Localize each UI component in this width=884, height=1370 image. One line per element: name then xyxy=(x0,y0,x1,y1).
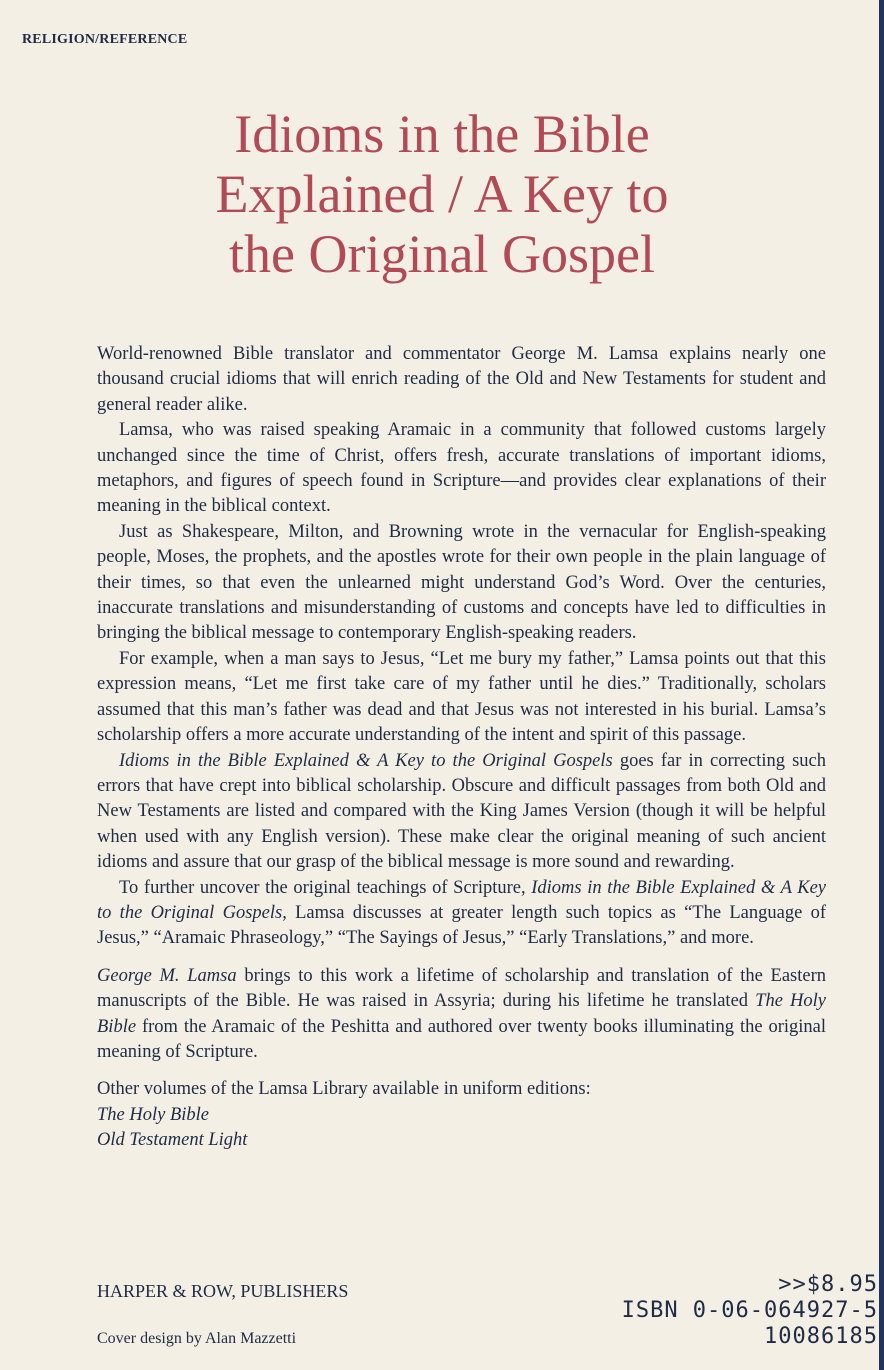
book-title-italic-2: Idioms in the Bible Explained & A Key to the Original Gospels xyxy=(97,877,826,923)
paragraph-correcting-text: goes far in correcting such errors that have crept into biblical scholarship. Obscure and difficult passages from both Old and New Testaments are listed and compared with the King James Version (though it will be helpful when used with any English version). These make clear the original meaning of such ancient idioms and assure that our grasp of the biblical message is more sound and rewarding. xyxy=(97,750,826,873)
cover-design-credit: Cover design by Alan Mazzetti xyxy=(97,1330,297,1347)
other-volume-1: The Holy Bible xyxy=(97,1104,210,1125)
category-label: RELIGION/REFERENCE xyxy=(22,32,188,47)
author-bio-text: brings to this work a lifetime of scholarship and translation of the Eastern manuscripts of the Bible. He was raised in Assyria; during his lifetime he translated xyxy=(97,965,826,1012)
other-volumes xyxy=(97,1077,826,1153)
price: >>$8.95 xyxy=(778,1272,878,1297)
title-line-3: the Original Gospel xyxy=(229,224,655,284)
author-name: George M. Lamsa xyxy=(97,965,237,986)
paragraph-topics xyxy=(97,876,826,952)
bio-book-title: The Holy Bible xyxy=(97,991,826,1037)
paragraph-intro: World-renowned Bible translator and commentator George M. Lamsa explains nearly one thousand crucial idioms that will enrich reading of the Old and New Testaments for student and general reader alike. xyxy=(97,344,826,415)
other-volumes-intro: Other volumes of the Lamsa Library available in uniform editions: xyxy=(97,1079,591,1100)
paragraph-vernacular: Just as Shakespeare, Milton, and Browning wrote in the vernacular for English-speaking people, Moses, the prophets, and the apostles wrote for their own people in the plain language of their times, so that even the unlearned might understand God’s Word. Over the centuries, inaccurate translations and misunderstanding of customs and concepts have led to difficulties in bringing the biblical message to contemporary English-speaking readers. xyxy=(97,521,826,644)
paragraph-topics-text: , Lamsa discusses at greater length such topics as “The Language of Jesus,” “Aramaic Phraseology,” “The Sayings of Jesus,” “Early Translations,” and more. xyxy=(97,902,826,949)
paragraph-example: For example, when a man says to Jesus, “Let me bury my father,” Lamsa points out that this expression means, “Let me first take care of my father until he dies.” Traditionally, scholars assumed that this man’s father was dead and that Jesus was not interested in his burial. Lamsa’s scholarship offers a more accurate understanding of the intent and spirit of this passage. xyxy=(97,648,826,746)
book-title xyxy=(0,104,884,284)
other-volume-2: Old Testament Light xyxy=(97,1130,248,1151)
description xyxy=(97,342,826,1154)
title-line-2: Explained / A Key to xyxy=(215,164,669,224)
book-title-italic: Idioms in the Bible Explained & A Key to the Original Gospels xyxy=(119,750,613,771)
price-isbn-block xyxy=(622,1272,878,1350)
paragraph-aramaic: Lamsa, who was raised speaking Aramaic in a community that followed customs largely unchanged since the time of Christ, offers fresh, accurate translations of important idioms, metaphors, and figures of speech found in Scripture—and provides clear explanations of their meaning in the biblical context. xyxy=(97,420,826,517)
author-bio-end: from the Aramaic of the Peshitta and authored over twenty books illuminating the original meaning of Scripture. xyxy=(97,1016,826,1062)
publisher: HARPER & ROW, PUBLISHERS xyxy=(97,1281,349,1301)
paragraph-correcting xyxy=(97,749,826,876)
isbn: ISBN 0-06-064927-5 xyxy=(621,1298,878,1323)
paragraph-topics-start: To further uncover the original teachings of Scripture, xyxy=(119,877,532,898)
title-line-1: Idioms in the Bible xyxy=(234,104,650,164)
author-bio xyxy=(97,964,826,1066)
catalog-code: 10086185 xyxy=(764,1324,878,1349)
